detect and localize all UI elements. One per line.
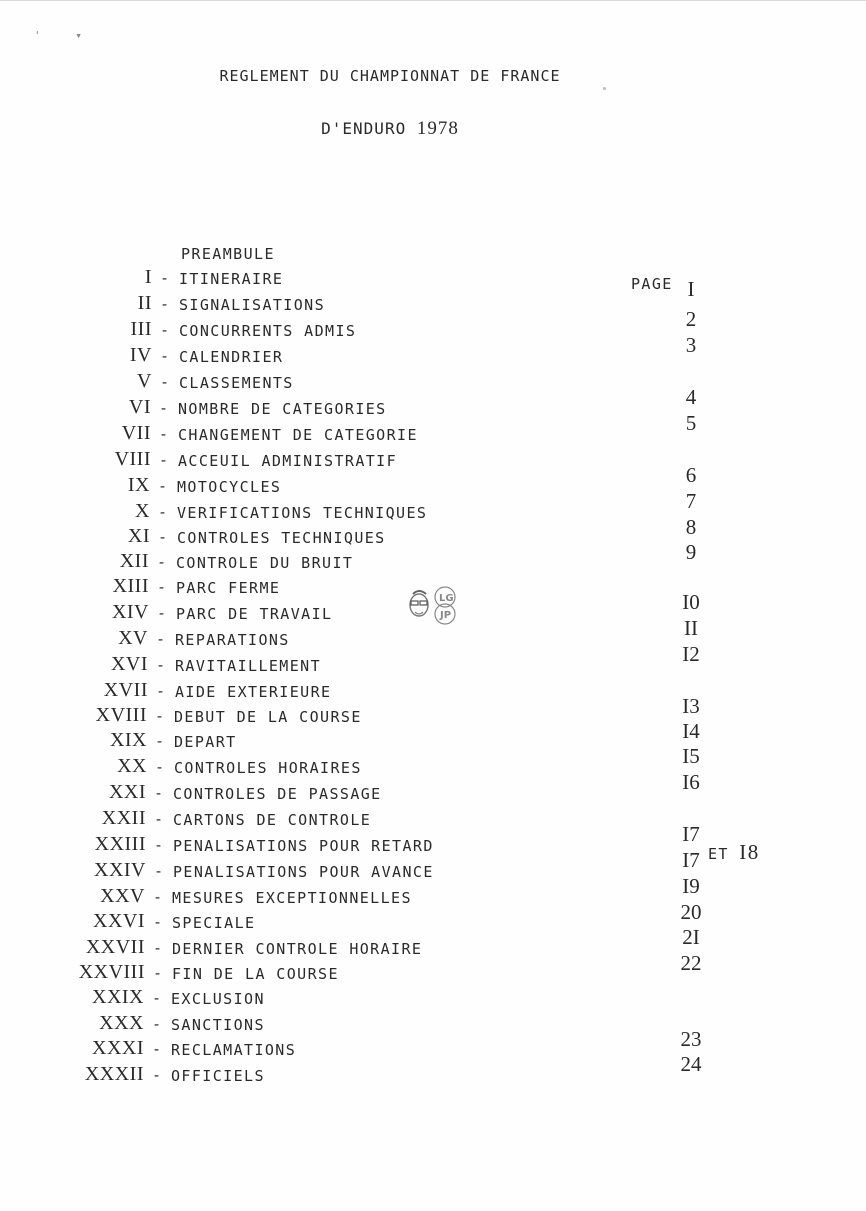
toc-page-range-end: I8	[739, 840, 760, 864]
toc-roman-numeral: XXV	[100, 885, 145, 907]
toc-title: PENALISATIONS POUR RETARD	[173, 837, 434, 855]
toc-dash: -	[156, 682, 167, 700]
toc-title: OFFICIELS	[171, 1067, 265, 1085]
toc-dash: -	[153, 964, 164, 982]
document-subtitle	[0, 118, 780, 140]
toc-roman-numeral: XXVII	[85, 936, 145, 958]
toc-title: RAVITAILLEMENT	[175, 657, 322, 675]
toc-row	[0, 344, 866, 373]
toc-title: CONTROLE DU BRUIT	[176, 554, 354, 572]
toc-roman-numeral: IX	[127, 474, 150, 496]
toc-roman-numeral: VI	[128, 396, 151, 418]
toc-page-number: 9	[685, 540, 697, 564]
toc-dash: -	[154, 862, 165, 880]
toc-page-number: 24	[680, 1052, 702, 1076]
toc-dash: -	[153, 888, 164, 906]
toc-roman-numeral: XXIV	[94, 859, 146, 881]
toc-dash: -	[158, 477, 169, 495]
toc-title: CONTROLES HORAIRES	[174, 759, 362, 777]
toc-page-number: I6	[682, 770, 700, 794]
toc-roman-numeral: XIII	[112, 575, 149, 597]
toc-title: PARC DE TRAVAIL	[176, 605, 333, 623]
toc-dash: -	[160, 321, 171, 339]
toc-page-number: 5	[685, 411, 697, 435]
toc-title: FIN DE LA COURSE	[172, 965, 339, 983]
toc-title: EXCLUSION	[171, 990, 265, 1008]
toc-dash: -	[153, 913, 164, 931]
page-column-label: PAGE	[631, 275, 673, 293]
subtitle-year: 1978	[416, 118, 459, 139]
toc-dash: -	[156, 630, 167, 648]
toc-roman-numeral: XVII	[103, 679, 148, 701]
toc-dash: -	[154, 784, 165, 802]
toc-title: DEPART	[174, 733, 237, 751]
toc-dash: -	[155, 732, 166, 750]
toc-roman-numeral: XX	[117, 755, 147, 777]
toc-page-number: I7	[682, 822, 700, 846]
toc-page-number: I0	[682, 590, 700, 614]
toc-dash: -	[160, 347, 171, 365]
toc-roman-numeral: VIII	[114, 448, 151, 470]
toc-roman-numeral: V	[137, 370, 152, 392]
scan-speck	[603, 87, 606, 90]
toc-dash: -	[158, 528, 169, 546]
preamble-row	[0, 244, 866, 270]
toc-roman-numeral: XIV	[111, 601, 149, 623]
toc-dash: -	[159, 451, 170, 469]
lgjp-watermark-logo	[405, 585, 463, 625]
toc-page-number: II	[684, 616, 698, 640]
toc-dash: -	[155, 707, 166, 725]
toc-dash: -	[160, 295, 171, 313]
toc-title: CONTROLES DE PASSAGE	[173, 785, 382, 803]
toc-dash: -	[152, 1066, 163, 1084]
toc-dash: -	[160, 269, 171, 287]
toc-title: NOMBRE DE CATEGORIES	[178, 400, 387, 418]
toc-roman-numeral: XXIX	[92, 986, 144, 1008]
toc-page-number: 8	[685, 515, 697, 539]
toc-page-number: I9	[682, 874, 700, 898]
toc-roman-numeral: IV	[129, 344, 152, 366]
toc-title: SIGNALISATIONS	[179, 296, 326, 314]
svg-text:LG: LG	[439, 593, 454, 604]
toc-title: SANCTIONS	[171, 1016, 265, 1034]
toc-dash: -	[152, 1040, 163, 1058]
toc-page-number: 2I	[682, 925, 700, 949]
toc-title: RECLAMATIONS	[171, 1041, 297, 1059]
toc-roman-numeral: XI	[127, 525, 150, 547]
toc-dash: -	[159, 399, 170, 417]
toc-roman-numeral: X	[135, 500, 150, 522]
toc-title: ACCEUIL ADMINISTRATIF	[178, 452, 398, 470]
toc-roman-numeral: XXXII	[84, 1063, 144, 1085]
toc-dash: -	[156, 656, 167, 674]
toc-roman-numeral: III	[130, 318, 152, 340]
toc-page-number: 7	[685, 489, 697, 513]
toc-roman-numeral: XXI	[108, 781, 146, 803]
toc-title: REPARATIONS	[175, 631, 290, 649]
toc-roman-numeral: XXXI	[92, 1037, 144, 1059]
toc-page-number: I2	[682, 642, 700, 666]
svg-text:JP: JP	[440, 610, 452, 621]
toc-dash: -	[155, 758, 166, 776]
toc-title: CARTONS DE CONTROLE	[173, 811, 372, 829]
toc-title: AIDE EXTERIEURE	[175, 683, 332, 701]
toc-roman-numeral: II	[137, 292, 152, 314]
toc-title: CLASSEMENTS	[179, 374, 294, 392]
toc-dash: -	[152, 989, 163, 1007]
toc-dash: -	[154, 810, 165, 828]
toc-title: MESURES EXCEPTIONNELLES	[172, 889, 412, 907]
scan-marks: ' ▾	[34, 29, 96, 42]
toc-title: CONTROLES TECHNIQUES	[177, 529, 386, 547]
toc-page-number: 3	[685, 333, 697, 357]
toc-roman-numeral: XII	[119, 550, 149, 572]
toc-roman-numeral: XXIII	[94, 833, 146, 855]
toc-row	[0, 266, 866, 301]
toc-title: CHANGEMENT DE CATEGORIE	[178, 426, 418, 444]
toc-dash: -	[160, 373, 171, 391]
toc-dash: -	[158, 503, 169, 521]
toc-roman-numeral: XXVIII	[78, 961, 145, 983]
toc-title: SPECIALE	[172, 914, 256, 932]
toc-page-number: I5	[682, 744, 700, 768]
toc-title: MOTOCYCLES	[177, 478, 282, 496]
toc-dash: -	[157, 578, 168, 596]
toc-roman-numeral: XXVI	[93, 910, 145, 932]
toc-page-number: 23	[680, 1027, 702, 1051]
toc-page-range-et: ET	[708, 845, 740, 863]
toc-page-number: I7	[682, 848, 700, 872]
toc-title: PARC FERME	[176, 579, 281, 597]
toc-title: PENALISATIONS POUR AVANCE	[173, 863, 434, 881]
toc-dash: -	[157, 604, 168, 622]
toc-roman-numeral: XVI	[110, 653, 148, 675]
toc-roman-numeral: XVIII	[95, 704, 147, 726]
toc-page-number: 20	[680, 900, 702, 924]
toc-dash: -	[154, 836, 165, 854]
toc-roman-numeral: XXX	[99, 1012, 144, 1034]
toc-page-number: I	[687, 277, 695, 301]
toc-title: DERNIER CONTROLE HORAIRE	[172, 940, 423, 958]
toc-dash: -	[159, 425, 170, 443]
toc-title: CONCURRENTS ADMIS	[179, 322, 357, 340]
toc-roman-numeral: XV	[118, 627, 148, 649]
toc-page-number: 22	[680, 951, 702, 975]
document-title: REGLEMENT DU CHAMPIONNAT DE FRANCE	[219, 67, 561, 85]
toc-dash: -	[152, 1015, 163, 1033]
toc-dash: -	[153, 939, 164, 957]
preamble-label: PREAMBULE	[181, 245, 275, 263]
toc-roman-numeral: XIX	[109, 729, 147, 751]
toc-roman-numeral: I	[144, 266, 152, 288]
toc-dash: -	[157, 553, 168, 571]
toc-title: DEBUT DE LA COURSE	[174, 708, 362, 726]
subtitle-prefix: D'ENDURO	[321, 119, 417, 138]
toc-page-number: I4	[682, 719, 700, 743]
toc-title: VERIFICATIONS TECHNIQUES	[177, 504, 428, 522]
toc-page-number: 2	[685, 307, 697, 331]
toc-page-number: 4	[685, 385, 697, 409]
toc-page-number: 6	[685, 463, 697, 487]
toc-page-number: I3	[682, 694, 700, 718]
toc-roman-numeral: VII	[121, 422, 151, 444]
toc-title: ITINERAIRE	[179, 270, 284, 288]
toc-title: CALENDRIER	[179, 348, 284, 366]
toc-roman-numeral: XXII	[101, 807, 146, 829]
